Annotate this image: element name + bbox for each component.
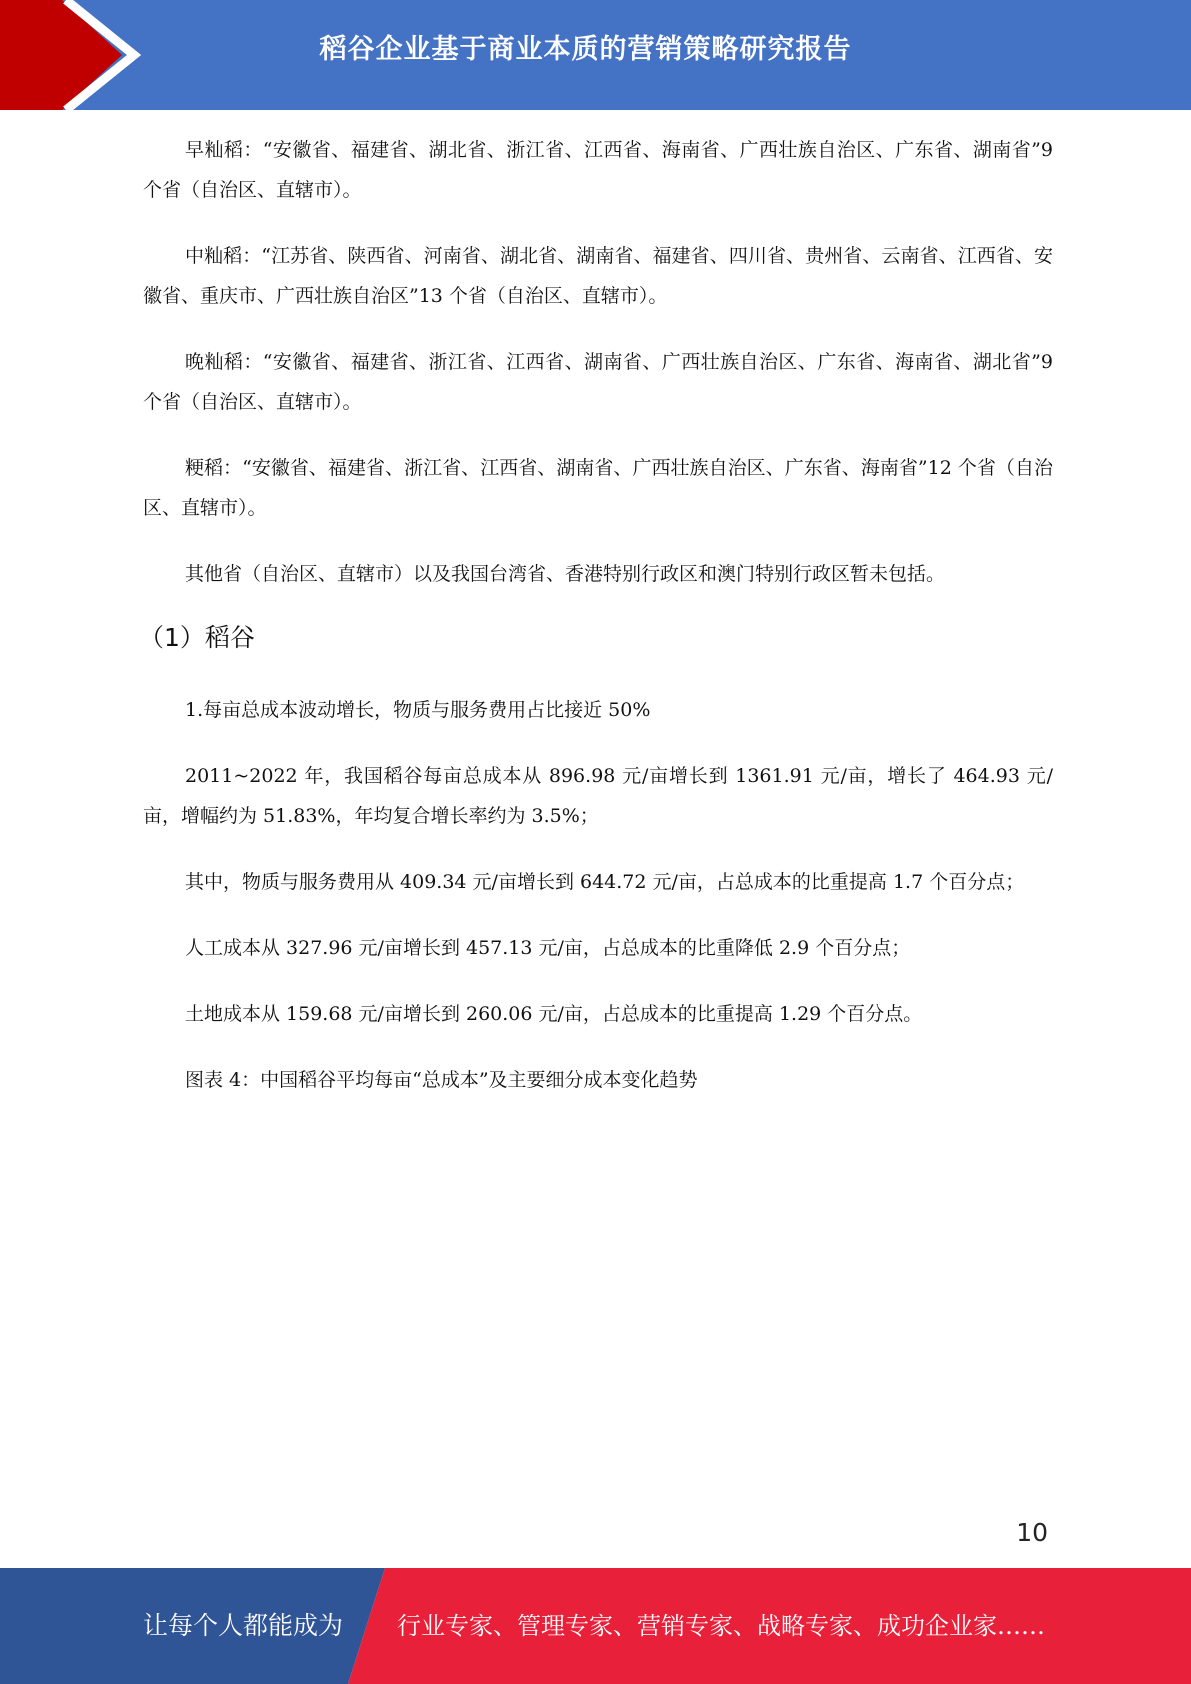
footer-slogan-right: 行业专家、管理专家、营销专家、战略专家、成功企业家…… bbox=[397, 1612, 1045, 1640]
paragraph-labor-cost: 人工成本从 327.96 元/亩增长到 457.13 元/亩，占总成本的比重降低 2.9 个百分点； bbox=[185, 937, 911, 959]
header-arrow-decoration bbox=[0, 0, 200, 110]
section-heading-rice: （1）稻谷 bbox=[139, 623, 255, 652]
subheading-cost-growth: 1.每亩总成本波动增长，物质与服务费用占比接近 50% bbox=[185, 699, 651, 721]
paragraph-land-cost: 土地成本从 159.68 元/亩增长到 260.06 元/亩，占总成本的比重提高 1.29 个百分点。 bbox=[185, 1003, 923, 1025]
header-bar bbox=[0, 0, 1191, 110]
paragraph-late-indica: 晚籼稻：“安徽省、福建省、浙江省、江西省、湖南省、广西壮族自治区、广东省、海南省、湖北省”9 个省（自治区、直辖市）。 bbox=[143, 351, 1053, 413]
figure-caption: 图表 4：中国稻谷平均每亩“总成本”及主要细分成本变化趋势 bbox=[185, 1069, 698, 1091]
paragraph-others: 其他省（自治区、直辖市）以及我国台湾省、香港特别行政区和澳门特别行政区暂未包括。 bbox=[185, 563, 946, 585]
paragraph-material-cost: 其中，物质与服务费用从 409.34 元/亩增长到 644.72 元/亩，占总成本的比重提高 1.7 个百分点； bbox=[185, 871, 1025, 893]
page-number: 10 bbox=[1016, 1518, 1048, 1547]
paragraph-total-cost: 2011~2022 年，我国稻谷每亩总成本从 896.98 元/亩增长到 1361.91 元/亩，增长了 464.93 元/亩，增幅约为 51.83%，年均复合增长率约为 3.5%； bbox=[143, 765, 1053, 827]
paragraph-early-indica: 早籼稻：“安徽省、福建省、湖北省、浙江省、江西省、海南省、广西壮族自治区、广东省、湖南省”9 个省（自治区、直辖市）。 bbox=[143, 139, 1053, 201]
footer-banner bbox=[0, 1568, 1191, 1684]
header-red-arrow bbox=[0, 0, 122, 110]
document-body bbox=[139, 130, 1053, 1126]
paragraph-japonica: 粳稻：“安徽省、福建省、浙江省、江西省、湖南省、广西壮族自治区、广东省、海南省”12 个省（自治区、直辖市）。 bbox=[143, 457, 1053, 519]
footer-slogan-left: 让每个人都能成为 bbox=[143, 1611, 344, 1640]
paragraph-mid-indica: 中籼稻：“江苏省、陕西省、河南省、湖北省、湖南省、福建省、四川省、贵州省、云南省、江西省、安徽省、重庆市、广西壮族自治区”13 个省（自治区、直辖市）。 bbox=[143, 245, 1053, 307]
report-title: 稻谷企业基于商业本质的营销策略研究报告 bbox=[319, 34, 852, 65]
